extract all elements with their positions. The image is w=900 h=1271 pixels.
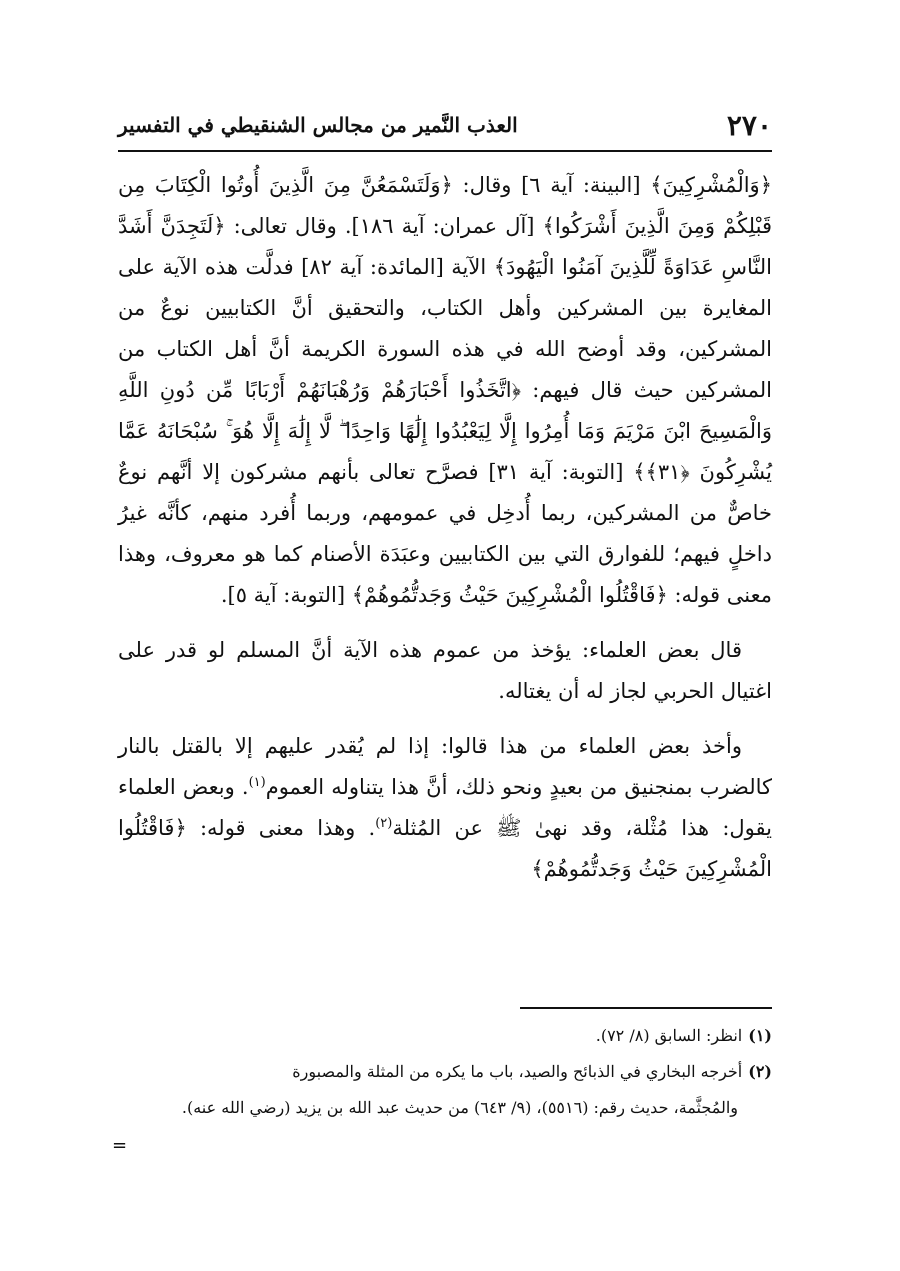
footnote-1	[118, 1018, 772, 1054]
footnote-1-number: (١)	[748, 1026, 772, 1045]
paragraph-3-part-3: . وهذا معنى قوله: ﴿فَاقْتُلُوا الْمُشْرِكِينَ حَيْثُ وَجَدتُّمُوهُمْ﴾	[118, 816, 772, 881]
footnote-1-text: انظر: السابق (٨/ ٧٢).	[595, 1026, 743, 1045]
footnote-divider	[520, 1007, 772, 1009]
footnote-2	[118, 1054, 772, 1090]
footnote-2-text: أخرجه البخاري في الذبائح والصيد، باب ما يكره من المثلة والمصبورة	[292, 1062, 743, 1081]
paragraph-3-part-1: وأخذ بعض العلماء من هذا قالوا: إذا لم يُقدر عليهم إلا بالقتل بالنار كالضرب بمنجنيق من بعيدٍ ونحو ذلك، أنَّ هذا يتناوله العموم	[118, 734, 772, 799]
footnotes	[118, 1018, 772, 1126]
paragraph-3	[118, 726, 772, 890]
footnote-ref-1[interactable]: (١)	[248, 775, 266, 790]
running-title: العذب النَّمير من مجالس الشنقيطي في التفسير	[118, 113, 518, 137]
footnote-2-continuation: والمُجثَّمة، حديث رقم: (٥٥١٦)، (٩/ ٦٤٣) من حديث عبد الله بن يزيد (رضي الله عنه).	[181, 1098, 738, 1117]
footnote-2-number: (٢)	[748, 1062, 772, 1081]
paragraph-2: قال بعض العلماء: يؤخذ من عموم هذه الآية أنَّ المسلم لو قدر على اغتيال الحربي لجاز له أن يغتاله.	[118, 638, 772, 703]
continuation-mark: =	[112, 1135, 128, 1156]
page-number: ٢٧٠	[726, 108, 772, 142]
paragraph-3-part-2: . وبعض العلماء يقول: هذا مُثْلة، وقد نهىٰ ﷺ عن المُثلة	[118, 775, 772, 840]
paragraph-1: ﴿وَالْمُشْرِكِينَ﴾ [البينة: آية ٦] وقال: ﴿وَلَتَسْمَعُنَّ مِنَ الَّذِينَ أُوتُوا الْكِتَابَ مِن قَبْلِكُمْ وَمِنَ الَّذِينَ أَشْرَكُوا﴾ [آل عمران: آية ١٨٦]. وقال تعالى: ﴿لَتَجِدَنَّ أَشَدَّ النَّاسِ عَدَاوَةً لِّلَّذِينَ آمَنُوا الْيَهُودَ﴾ الآية [المائدة: آية ٨٢] فدلَّت هذه الآية على المغايرة بين المشركين وأهل الكتاب، والتحقيق أنَّ الكتابيين نوعٌ من المشركين، وقد أوضح الله في هذه السورة الكريمة أنَّ أهل الكتاب من المشركين حيث قال فيهم: ﴿اتَّخَذُوا أَحْبَارَهُمْ وَرُهْبَانَهُمْ أَرْبَابًا مِّن دُونِ اللَّهِ وَالْمَسِيحَ ابْنَ مَرْيَمَ وَمَا أُمِرُوا إِلَّا لِيَعْبُدُوا إِلَٰهًا وَاحِدًا ۖ لَّا إِلَٰهَ إِلَّا هُوَ ۚ سُبْحَانَهُ عَمَّا يُشْرِكُونَ ﴿٣١﴾﴾ [التوبة: آية ٣١] فصرَّح تعالى بأنهم مشركون إلا أنَّهم نوعٌ خاصٌّ من المشركين، ربما أُدخِل في عمومهم، وربما أُفرد منهم، كأنَّه غيرُ داخلٍ فيهم؛ للفوارق التي بين الكتابيين وعبَدَة الأصنام كما هو معروف، وهذا معنى قوله: ﴿فَاقْتُلُوا الْمُشْرِكِينَ حَيْثُ وَجَدتُّمُوهُمْ﴾ [التوبة: آية ٥].	[118, 173, 773, 607]
footnote-ref-2[interactable]: (٢)	[375, 816, 393, 831]
main-text	[118, 165, 772, 904]
page-header	[118, 100, 772, 152]
